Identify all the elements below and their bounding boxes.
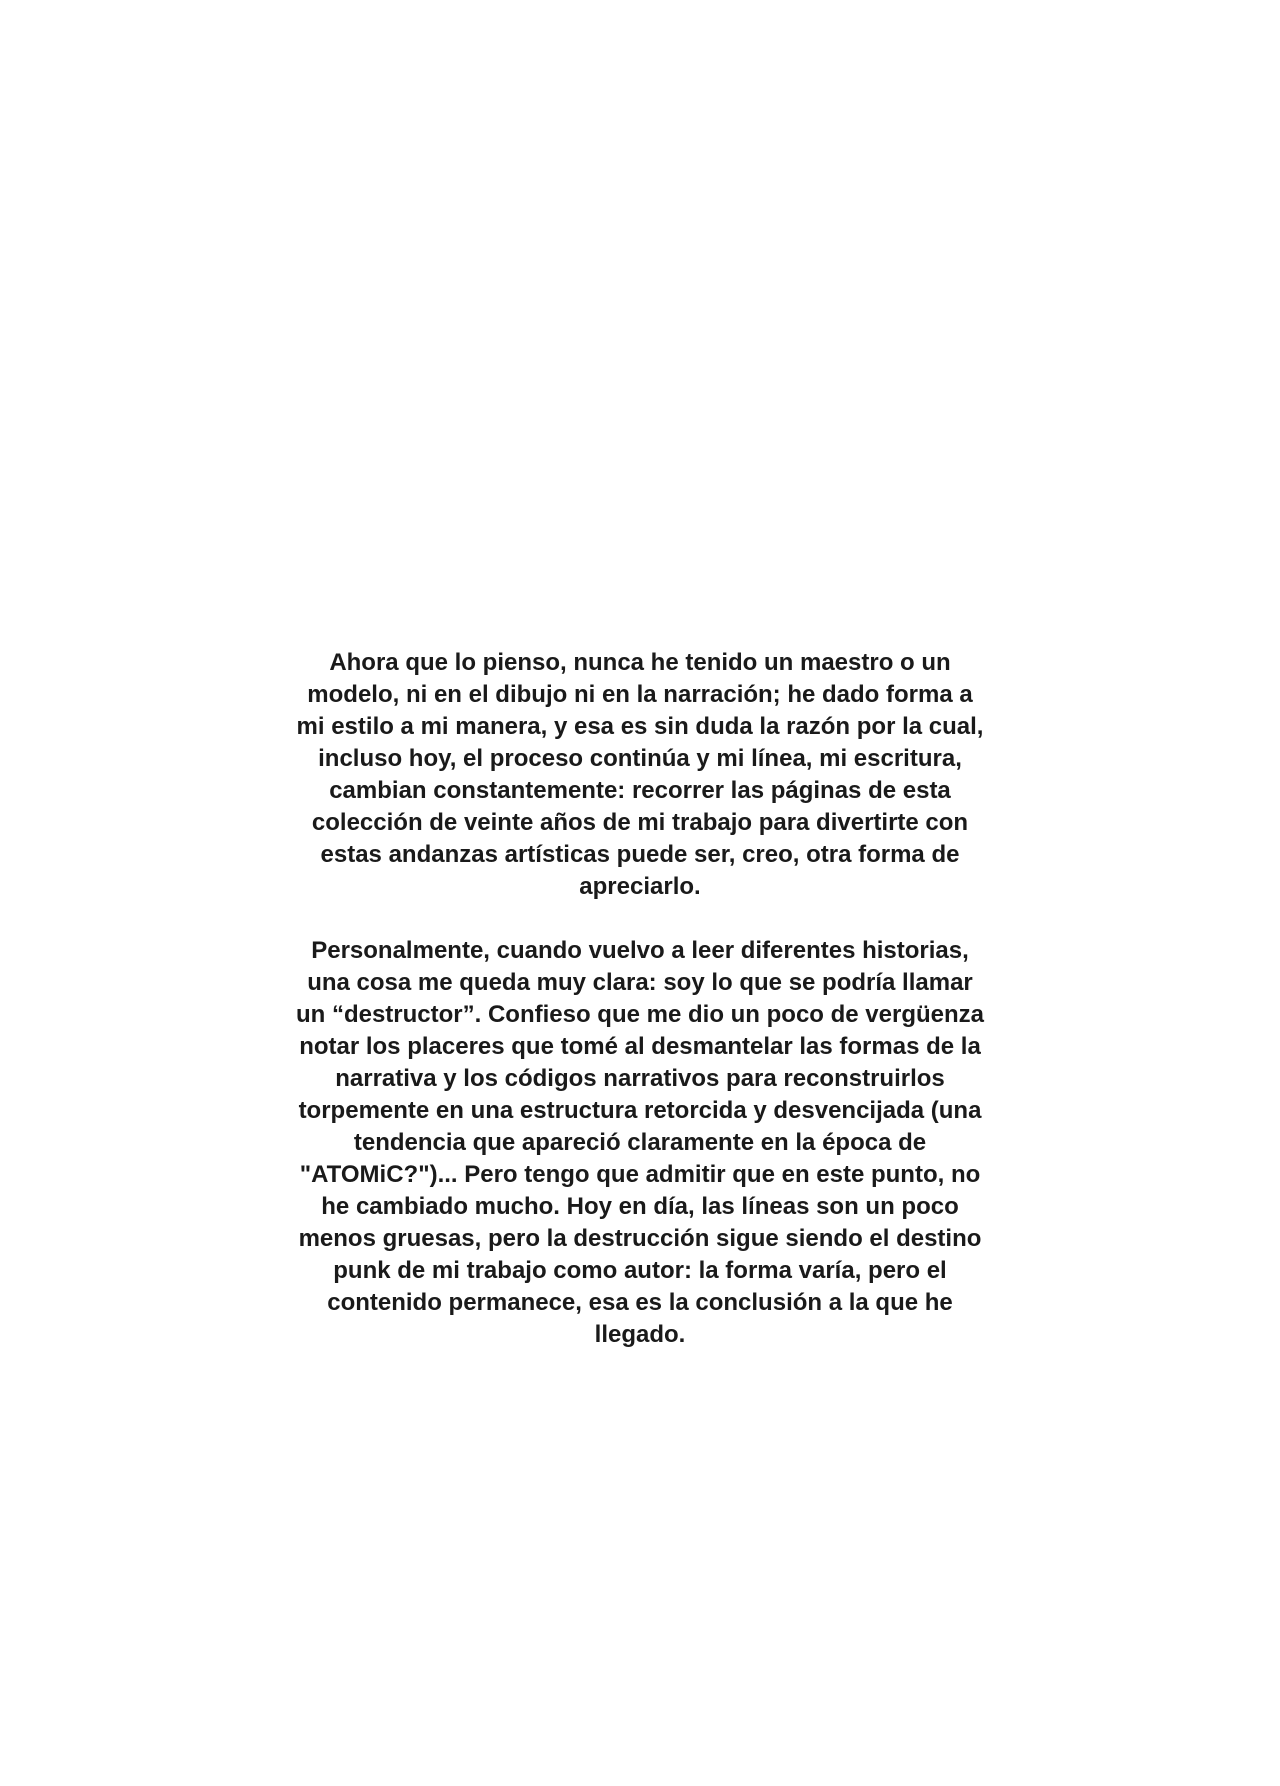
body-text bbox=[290, 647, 990, 1351]
paragraph-1: Ahora que lo pienso, nunca he tenido un maestro o un modelo, ni en el dibujo ni en la narración; he dado forma a mi estilo a mi manera, y esa es sin duda la razón por la cual, incluso hoy, el proceso continúa y mi línea, mi escritura, cambian constantemente: recorrer las páginas de esta colección de veinte años de mi trabajo para divertirte con estas andanzas artísticas puede ser, creo, otra forma de apreciarlo. bbox=[296, 649, 984, 900]
paragraph-2: Personalmente, cuando vuelvo a leer diferentes historias, una cosa me queda muy clara: soy lo que se podría llamar un “destructor”. Confieso que me dio un poco de vergüenza notar los placeres que tomé al desmantelar las formas de la narrativa y los códigos narrativos para reconstruirlos torpemente en una estructura retorcida y desvencijada (una tendencia que apareció claramente en la época de "ATOMiC?")... Pero tengo que admitir que en este punto, no he cambiado mucho. Hoy en día, las líneas son un poco menos gruesas, pero la destrucción sigue siendo el destino punk de mi trabajo como autor: la forma varía, pero el contenido permanece, esa es la conclusión a la que he llegado. bbox=[295, 937, 985, 1348]
